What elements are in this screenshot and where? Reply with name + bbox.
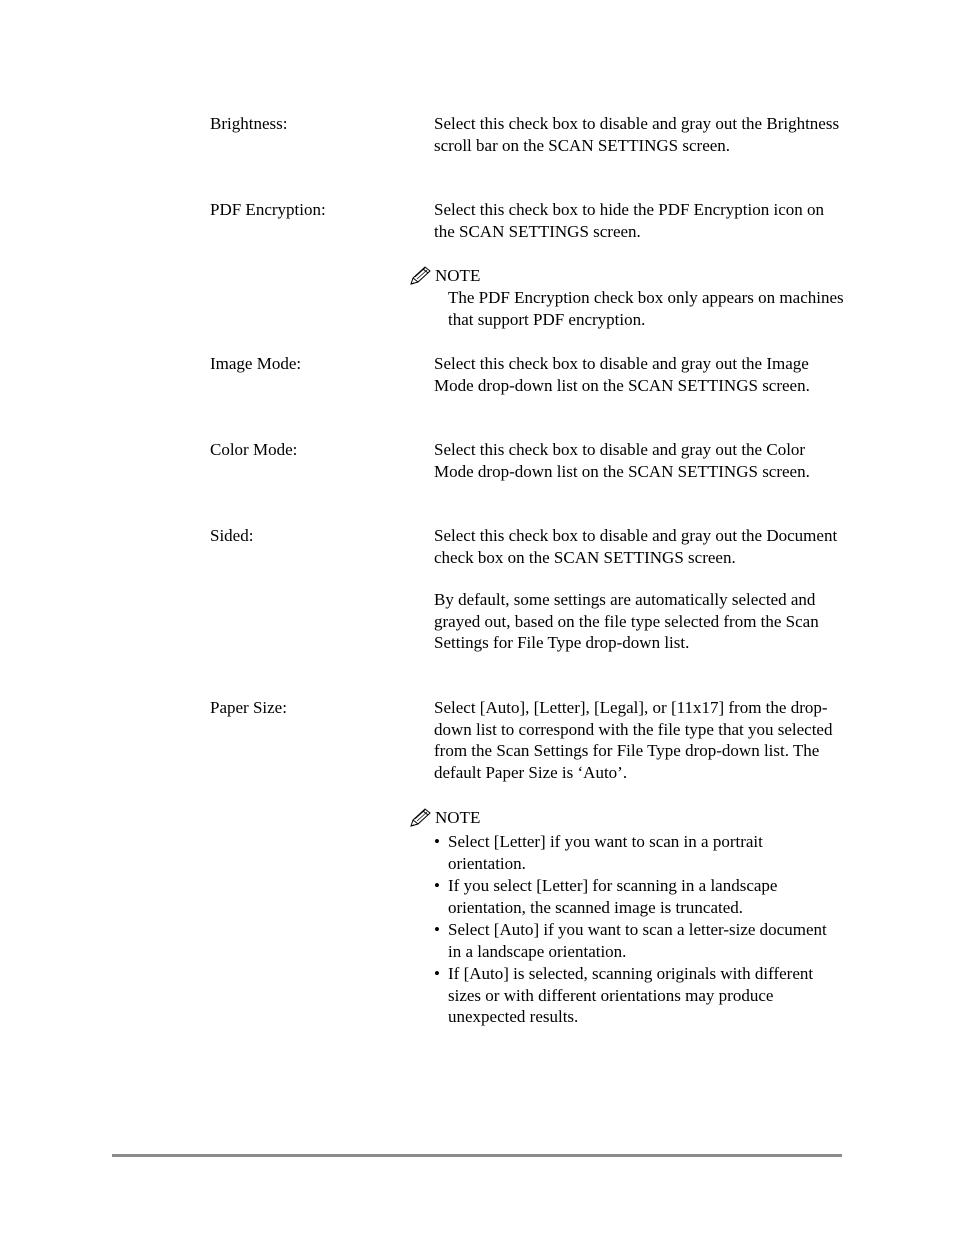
desc-sided-default-text: By default, some settings are automatically selected and grayed out, based on the file type selected from the Scan Settings for File Type drop-down list.: [434, 590, 819, 652]
pencil-icon: [408, 807, 434, 829]
bullet-icon: •: [434, 964, 440, 983]
list-item: • Select [Letter] if you want to scan in a portrait orientation.: [434, 832, 763, 873]
footer-rule: [112, 1154, 842, 1157]
note-label: NOTE: [435, 266, 481, 286]
term-image-mode: Image Mode:: [210, 354, 302, 373]
desc-paper-size: Select [Auto], [Letter], [Legal], or [11x17] from the drop-down list to correspond with the file type that you selected from the Scan Settings for File Type drop-down list. The default Paper Size is ‘Auto’.: [434, 698, 833, 782]
term-paper-size: Paper Size:: [210, 698, 287, 717]
desc-sided: [434, 525, 844, 654]
term-sided: Sided:: [210, 526, 254, 545]
desc-image-mode: Select this check box to disable and gray out the Image Mode drop-down list on the SCAN SETTINGS screen.: [434, 354, 810, 395]
bullet-icon: •: [434, 920, 440, 939]
bullet-icon: •: [434, 876, 440, 895]
term-brightness: Brightness:: [210, 114, 288, 133]
note-label: NOTE: [435, 808, 481, 828]
list-item: • If [Auto] is selected, scanning originals with different sizes or with different orientations may produce unexpected results.: [434, 964, 814, 1026]
note-text: The PDF Encryption check box only appears on machines that support PDF encryption.: [448, 288, 844, 329]
desc-color-mode: Select this check box to disable and gray out the Color Mode drop-down list on the SCAN SETTINGS screen.: [434, 440, 810, 481]
note-paper-size: [408, 807, 844, 1029]
pencil-icon: [408, 265, 434, 287]
list-item: • If you select [Letter] for scanning in a landscape orientation, the scanned image is truncated.: [434, 876, 778, 917]
note-bullet-list: [434, 831, 844, 1028]
desc-sided-text: Select this check box to disable and gray out the Document check box on the SCAN SETTINGS screen.: [434, 526, 838, 567]
desc-pdf-encryption: Select this check box to hide the PDF Encryption icon on the SCAN SETTINGS screen.: [434, 200, 824, 241]
term-pdf-encryption: PDF Encryption:: [210, 200, 326, 219]
note-pdf-encryption: [408, 265, 844, 330]
term-color-mode: Color Mode:: [210, 440, 298, 459]
bullet-icon: •: [434, 832, 440, 851]
list-item: • Select [Auto] if you want to scan a letter-size document in a landscape orientation.: [434, 920, 827, 961]
desc-brightness: Select this check box to disable and gray out the Brightness scroll bar on the SCAN SETTINGS screen.: [434, 114, 840, 155]
